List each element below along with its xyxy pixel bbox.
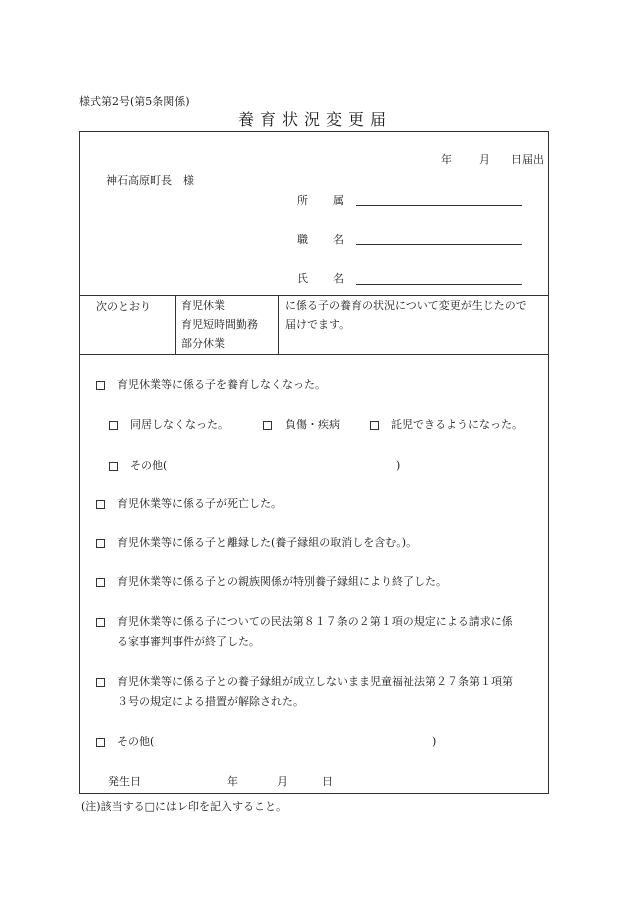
item-2-checkbox[interactable] [96, 500, 105, 509]
divider-top [79, 295, 549, 296]
item-4-text: 育児休業等に係る子との親族関係が特別養子縁組により終了した。 [117, 575, 447, 588]
sub-other-field[interactable] [176, 459, 394, 473]
item-other-close: ) [432, 735, 437, 748]
notice-text-1: に係る子の養育の状況について変更が生じたので [285, 299, 527, 312]
affiliation-field[interactable] [356, 205, 522, 206]
position-field[interactable] [356, 244, 522, 245]
sub-1-checkbox[interactable] [109, 421, 118, 430]
field-name-label-a: 氏 [297, 272, 308, 285]
divider-middle [79, 354, 549, 355]
occurrence-month-label: 月 [277, 775, 288, 788]
item-3-checkbox[interactable] [96, 539, 105, 548]
date-month-label: 月 [479, 153, 490, 166]
form-id: 様式第2号(第5条関係) [79, 95, 190, 108]
form-title: 養育状況変更届 [237, 110, 392, 129]
notice-option-childcare-leave[interactable]: 育児休業 [181, 299, 225, 312]
field-position-label-a: 職 [297, 233, 308, 246]
item-5-text-line-1: 育児休業等に係る子についての民法第８１７条の２第１項の規定による請求に係 [117, 615, 513, 628]
item-other-text: その他( [117, 735, 155, 748]
sub-other-checkbox[interactable] [109, 462, 118, 471]
occurrence-label: 発生日 [108, 775, 141, 788]
item-2-text: 育児休業等に係る子が死亡した。 [117, 497, 282, 510]
divider-col-1 [175, 295, 176, 354]
divider-col-2 [278, 295, 279, 354]
sub-other-text: その他( [130, 459, 168, 472]
notice-text-2: 届けでます。 [285, 318, 351, 331]
sub-1-text: 同居しなくなった。 [130, 418, 229, 431]
occurrence-day-label: 日 [322, 775, 333, 788]
name-field[interactable] [356, 284, 522, 285]
field-name-label-b: 名 [333, 272, 344, 285]
sub-3-text: 託児できるようになった。 [391, 418, 523, 431]
item-other-field[interactable] [163, 735, 429, 749]
sub-3-checkbox[interactable] [370, 421, 379, 430]
item-3-text: 育児休業等に係る子と離縁した(養子縁組の取消しを含む。)。 [117, 536, 418, 549]
notice-option-short-hours[interactable]: 育児短時間勤務 [181, 318, 258, 331]
item-6-text-line-2: ３号の規定による措置が解除された。 [117, 695, 304, 708]
date-year-label: 年 [441, 153, 452, 166]
sub-other-close: ) [396, 459, 401, 472]
item-other-checkbox[interactable] [96, 738, 105, 747]
item-1-text: 育児休業等に係る子を養育しなくなった。 [117, 378, 326, 391]
item-5-checkbox[interactable] [96, 618, 105, 627]
notice-lead: 次のとおり [96, 300, 151, 313]
item-5-text-line-2: る家事審判事件が終了した。 [117, 635, 260, 648]
item-1-checkbox[interactable] [96, 381, 105, 390]
item-4-checkbox[interactable] [96, 578, 105, 587]
sub-2-checkbox[interactable] [263, 421, 272, 430]
date-day-filed-label: 日届出 [511, 153, 544, 166]
notice-option-partial-leave[interactable]: 部分休業 [181, 337, 225, 350]
footnote: (注)該当する□にはレ印を記入すること。 [81, 800, 287, 813]
sub-2-text: 負傷・疾病 [285, 418, 340, 431]
field-affiliation-label-b: 属 [333, 194, 344, 207]
addressee: 神石高原町長 様 [106, 174, 194, 187]
field-affiliation-label-a: 所 [297, 194, 308, 207]
item-6-text-line-1: 育児休業等に係る子との養子縁組が成立しないまま児童福祉法第２７条第１項第 [117, 675, 513, 688]
field-position-label-b: 名 [333, 233, 344, 246]
item-6-checkbox[interactable] [96, 678, 105, 687]
occurrence-year-label: 年 [227, 775, 238, 788]
